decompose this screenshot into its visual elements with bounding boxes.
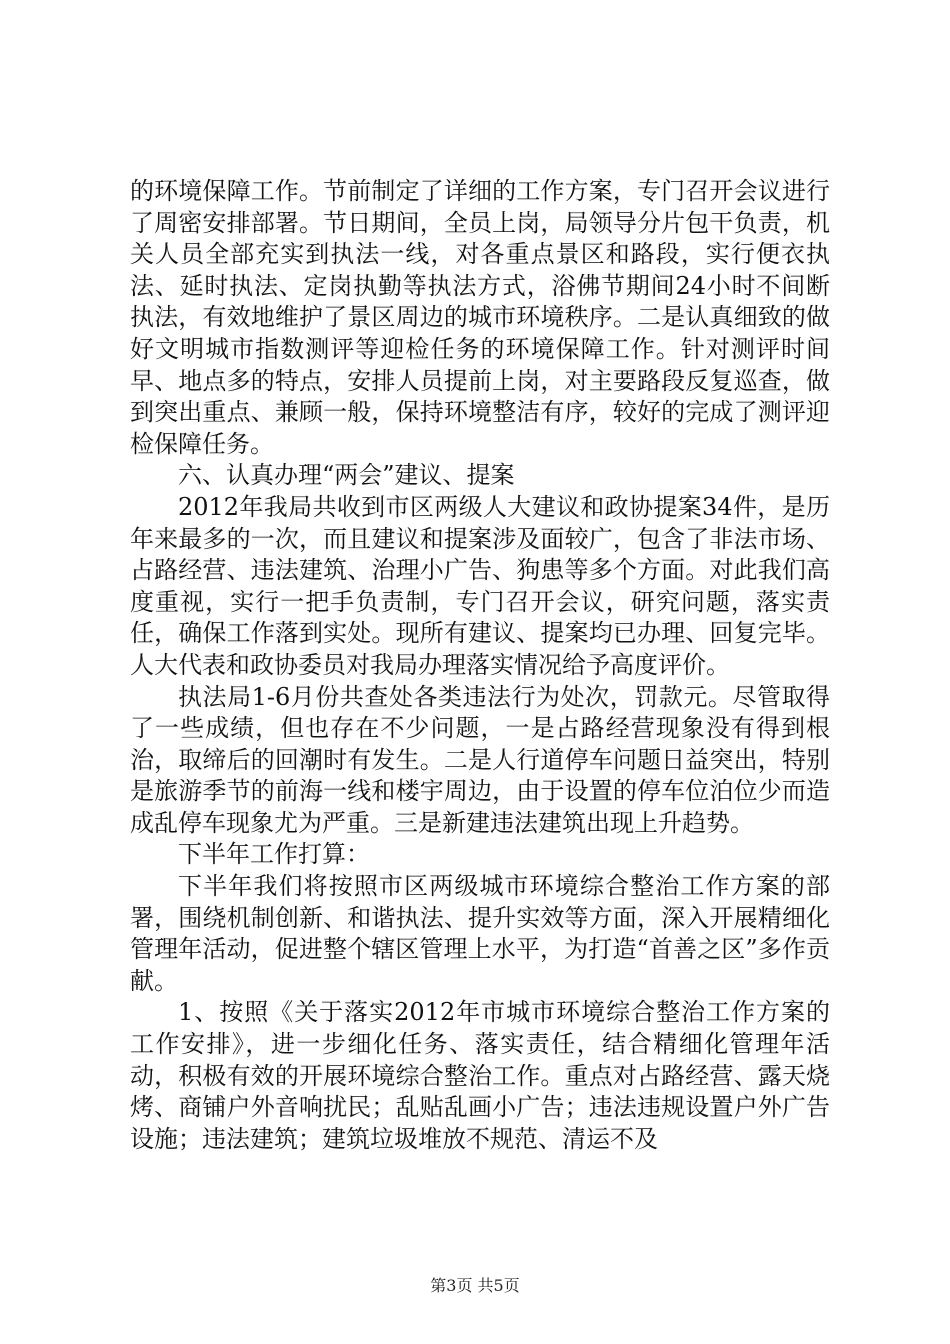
page-footer: 第3页 共5页: [430, 1276, 520, 1295]
paragraph-second-half-plan: 下半年我们将按照市区两级城市环境综合整治工作方案的部署，围绕机制创新、和谐执法、提升实效等方面，深入开展精细化管理年活动，促进整个辖区管理上水平，为打造“首善之区”多作贡献。: [130, 872, 830, 995]
paragraph-enforcement-problems: 执法局1-6月份共查处各类违法行为处次，罚款元。尽管取得了一些成绩，但也存在不少问题，一是占路经营现象没有得到根治，取缔后的回潮时有发生。二是人行道停车问题日益突出，特别是旅游季节的前海一线和楼宇周边，由于设置的停车位泊位少而造成乱停车现象尤为严重。三是新建违法建筑出现上升趋势。: [130, 682, 830, 837]
paragraph-second-half-plan-heading: 下半年工作打算：: [178, 840, 370, 869]
paragraph-proposals-2012: 2012年我局共收到市区两级人大建议和政协提案34件，是历年来最多的一次，而且建议和提案涉及面较广，包含了非法市场、占路经营、违法建筑、治理小广告、狗患等多个方面。对此我们高度重视，实行一把手负责制，专门召开会议，研究问题，落实责任，确保工作落到实处。现所有建议、提案均已办理、回复完毕。人大代表和政协委员对我局办理落实情况给予高度评价。: [130, 492, 830, 679]
paragraph-item-1: 1、按照《关于落实2012年市城市环境综合整治工作方案的工作安排》，进一步细化任务、落实责任，结合精细化管理年活动，积极有效的开展环境综合整治工作。重点对占路经营、露天烧烤、商铺户外音响扰民；乱贴乱画小广告；违法违规设置户外广告设施；违法建筑；建筑垃圾堆放不规范、清运不及: [130, 998, 830, 1153]
section-heading-two-sessions: 六、认真办理“两会”建议、提案: [178, 461, 515, 490]
paragraph-continued-environment-work: 的环境保障工作。节前制定了详细的工作方案，专门召开会议进行了周密安排部署。节日期间，全员上岗，局领导分片包干负责，机关人员全部充实到执法一线，对各重点景区和路段，实行便衣执法、延时执法、定岗执勤等执法方式，浴佛节期间24小时不间断执法，有效地维护了景区周边的城市环境秩序。二是认真细致的做好文明城市指数测评等迎检任务的环境保障工作。针对测评时间早、地点多的特点，安排人员提前上岗，对主要路段反复巡查，做到突出重点、兼顾一般，保持环境整洁有序，较好的完成了测评迎检保障任务。: [130, 177, 830, 458]
document-body: [130, 176, 830, 1155]
